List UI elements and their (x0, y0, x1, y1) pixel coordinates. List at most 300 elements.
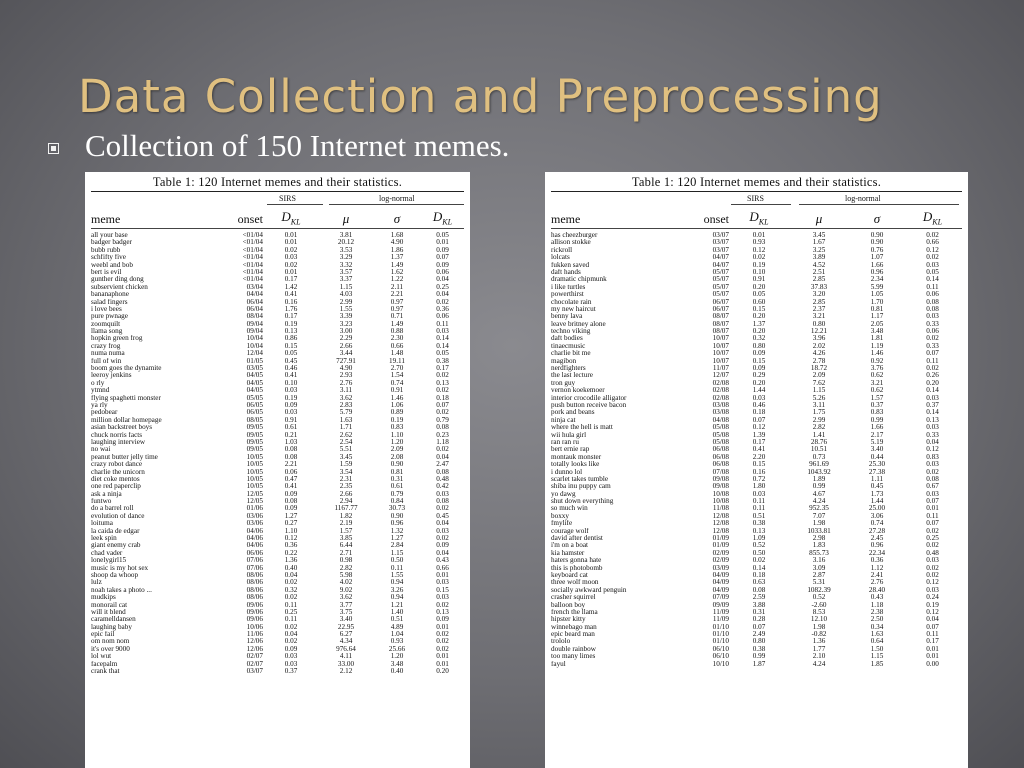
table-row (551, 483, 962, 490)
cell-onset: 04/06 (246, 542, 263, 550)
cell-mu: 1.15 (812, 387, 826, 395)
cell-dkl-lognormal: 0.33 (926, 320, 939, 328)
cell-meme: keyboard cat (551, 571, 588, 579)
cell-meme: tron guy (551, 379, 576, 387)
cell-meme: ran ran ru (551, 438, 579, 446)
cell-sigma: 0.89 (390, 409, 404, 417)
cell-dkl-lognormal: 0.25 (436, 283, 449, 291)
cell-sigma: 0.97 (390, 298, 404, 306)
cell-dkl-sirs: 0.46 (284, 365, 298, 373)
cell-sigma: 2.34 (870, 276, 884, 284)
cell-sigma: 0.71 (390, 313, 404, 321)
cell-mu: 6.44 (339, 542, 353, 550)
cell-sigma: 22.34 (868, 549, 886, 557)
col-header-meme: meme (91, 212, 121, 226)
cell-mu: 1082.39 (807, 586, 831, 594)
cell-dkl-lognormal: 0.03 (436, 594, 449, 602)
cell-sigma: 1.04 (390, 631, 404, 639)
table-row (91, 609, 464, 616)
cell-meme: ya rly (91, 401, 108, 409)
cell-dkl-sirs: 1.09 (752, 535, 766, 543)
cell-dkl-lognormal: 0.02 (436, 446, 449, 454)
cell-onset: 07/06 (246, 557, 263, 565)
cell-dkl-lognormal: 0.18 (436, 394, 449, 402)
cell-meme: boxxy (551, 512, 569, 520)
cell-dkl-sirs: 0.06 (284, 468, 298, 476)
cell-sigma: 1.27 (390, 535, 404, 543)
cell-mu: -2.60 (811, 601, 827, 609)
cell-onset: 08/06 (246, 586, 263, 594)
cell-meme: david after dentist (551, 535, 603, 543)
cell-onset: 09/05 (246, 446, 263, 454)
cell-dkl-sirs: 1.76 (284, 305, 298, 313)
table-row (551, 535, 962, 542)
cell-dkl-lognormal: 0.12 (926, 446, 939, 454)
cell-meme: charlie bit me (551, 350, 591, 358)
cell-sigma: 2.41 (870, 571, 884, 579)
cell-dkl-lognormal: 0.08 (436, 498, 449, 506)
cell-sigma: 1.17 (870, 313, 884, 321)
cell-dkl-sirs: 0.36 (284, 542, 298, 550)
column-header-row (91, 205, 464, 227)
cell-dkl-lognormal: 0.04 (436, 276, 449, 284)
cell-dkl-sirs: 0.08 (752, 586, 766, 594)
cell-dkl-sirs: 0.20 (752, 313, 766, 321)
cell-dkl-sirs: 0.31 (752, 608, 766, 616)
cell-mu: 855.73 (809, 549, 829, 557)
cell-meme: chocolate rain (551, 298, 592, 306)
cell-dkl-sirs: 0.17 (284, 313, 298, 321)
cell-dkl-sirs: 0.08 (284, 498, 298, 506)
table-row (91, 624, 464, 631)
cell-dkl-lognormal: 0.15 (436, 586, 449, 594)
cell-mu: 976.64 (336, 645, 356, 653)
cell-onset: 03/06 (246, 512, 263, 520)
cell-dkl-sirs: 1.42 (284, 283, 298, 291)
cell-dkl-sirs: 0.19 (284, 320, 298, 328)
cell-meme: laughing baby (91, 623, 132, 631)
cell-sigma: 0.43 (870, 594, 884, 602)
cell-mu: 0.73 (812, 453, 826, 461)
cell-dkl-lognormal: 0.04 (436, 549, 449, 557)
cell-mu: 2.76 (339, 379, 353, 387)
cell-meme: funtwo (91, 498, 112, 506)
cell-sigma: 0.92 (870, 357, 884, 365)
cell-dkl-sirs: 1.36 (284, 557, 298, 565)
cell-onset: 03/07 (246, 668, 263, 676)
cell-onset: 06/10 (712, 645, 729, 653)
table-row (551, 395, 962, 402)
cell-dkl-sirs: 0.01 (284, 232, 298, 239)
cell-onset: <01/04 (242, 232, 263, 239)
cell-dkl-sirs: 0.05 (284, 350, 298, 358)
cell-dkl-lognormal: 0.03 (926, 424, 939, 432)
cell-mu: 2.87 (812, 571, 826, 579)
cell-dkl-sirs: 0.72 (752, 475, 766, 483)
table-row (91, 616, 464, 623)
cell-meme: yo dawg (551, 490, 576, 498)
table-row (551, 284, 962, 291)
cell-sigma: 0.62 (870, 387, 884, 395)
cell-mu: 3.29 (339, 254, 353, 262)
cell-meme: i love bees (91, 305, 122, 313)
cell-mu: 952.35 (809, 505, 829, 513)
cell-dkl-lognormal: 0.02 (436, 298, 449, 306)
cell-mu: 1167.77 (334, 505, 358, 513)
table-row (91, 291, 464, 298)
cell-onset: 09/06 (246, 616, 263, 624)
cell-mu: 1.36 (812, 638, 826, 646)
cell-onset: <01/04 (242, 261, 263, 269)
table-row (551, 476, 962, 483)
cell-meme: badger badger (91, 239, 132, 247)
cell-dkl-lognormal: 0.01 (436, 660, 449, 668)
cell-dkl-sirs: 0.20 (752, 379, 766, 387)
table-row (91, 335, 464, 342)
table-row (91, 239, 464, 246)
cell-dkl-lognormal: 0.02 (436, 601, 449, 609)
cell-dkl-lognormal: 0.04 (436, 291, 449, 299)
cell-dkl-lognormal: 0.14 (436, 335, 449, 343)
cell-dkl-sirs: 1.80 (752, 483, 766, 491)
table-row (551, 439, 962, 446)
cell-sigma: 1.37 (390, 254, 404, 262)
cell-sigma: 1.54 (390, 372, 404, 380)
cell-dkl-sirs: 0.09 (752, 365, 766, 373)
cell-dkl-lognormal: 0.48 (436, 475, 449, 483)
cell-dkl-sirs: 0.45 (284, 357, 298, 365)
cell-dkl-sirs: 0.91 (752, 276, 766, 284)
cell-dkl-sirs: 3.88 (752, 601, 766, 609)
cell-dkl-lognormal: 0.04 (436, 520, 449, 528)
cell-sigma: 1.46 (870, 350, 884, 358)
cell-mu: 0.98 (339, 557, 353, 565)
cell-meme: trololo (551, 638, 571, 646)
cell-dkl-sirs: 0.21 (284, 431, 298, 439)
cell-dkl-lognormal: 1.18 (436, 438, 449, 446)
table-row (551, 469, 962, 476)
cell-onset: 10/07 (712, 335, 729, 343)
table-row (551, 572, 962, 579)
cell-dkl-lognormal: 0.13 (926, 416, 939, 424)
cell-dkl-sirs: 0.15 (284, 342, 298, 350)
cell-dkl-lognormal: 0.09 (436, 261, 449, 269)
cell-onset: 10/06 (246, 623, 263, 631)
cell-mu: 1043.92 (807, 468, 831, 476)
cell-dkl-sirs: 0.01 (284, 268, 298, 276)
cell-meme: subservient chicken (91, 283, 148, 291)
table-row (551, 313, 962, 320)
cell-dkl-lognormal: 0.66 (436, 564, 449, 572)
table-row (91, 638, 464, 645)
cell-dkl-lognormal: 0.02 (436, 645, 449, 653)
col-header-dkl-sirs: $D_{KL}$ (749, 209, 769, 227)
cell-dkl-lognormal: 0.02 (436, 631, 449, 639)
cell-dkl-lognormal: 0.12 (926, 608, 939, 616)
cell-dkl-lognormal: 0.01 (926, 653, 939, 661)
cell-onset: 12/08 (712, 512, 729, 520)
table-row (551, 609, 962, 616)
cell-sigma: 1.46 (390, 394, 404, 402)
cell-meme: has cheezburger (551, 232, 598, 239)
cell-mu: 2.85 (812, 276, 826, 284)
cell-dkl-sirs: 0.20 (752, 328, 766, 336)
cell-onset: 10/04 (246, 342, 263, 350)
cell-dkl-sirs: 0.27 (284, 520, 298, 528)
cell-mu: 22.95 (337, 623, 355, 631)
table-row (551, 638, 962, 645)
cell-onset: 01/10 (712, 623, 729, 631)
cell-dkl-sirs: 0.03 (284, 660, 298, 668)
cell-dkl-sirs: 0.15 (752, 461, 766, 469)
cell-meme: leeroy jenkins (91, 372, 132, 380)
cell-dkl-sirs: 0.07 (752, 623, 766, 631)
cell-sigma: 27.38 (868, 468, 886, 476)
cell-dkl-lognormal: 0.06 (926, 291, 939, 299)
cell-meme: courage wolf (551, 527, 589, 535)
cell-onset: 05/08 (712, 424, 729, 432)
cell-dkl-sirs: 0.40 (284, 564, 298, 572)
cell-meme: daft bodies (551, 335, 583, 343)
cell-meme: asian backstreet boys (91, 424, 153, 432)
table-row (91, 661, 464, 668)
cell-dkl-lognormal: 0.06 (436, 268, 449, 276)
cell-dkl-lognormal: 0.66 (926, 239, 939, 247)
cell-onset: 03/06 (246, 520, 263, 528)
cell-onset: 09/05 (246, 424, 263, 432)
cell-dkl-sirs: 2.21 (284, 461, 298, 469)
cell-sigma: 0.90 (870, 232, 884, 239)
cell-meme: monorail cat (91, 601, 128, 609)
cell-dkl-lognormal: 0.24 (926, 594, 939, 602)
table-row (91, 395, 464, 402)
cell-sigma: 0.50 (390, 557, 404, 565)
cell-mu: 4.03 (339, 291, 353, 299)
cell-meme: laughing interview (91, 438, 146, 446)
cell-onset: 05/07 (712, 291, 729, 299)
cell-mu: 18.72 (810, 365, 828, 373)
bullet-text: Collection of 150 Internet memes. (85, 128, 510, 163)
table-row (551, 594, 962, 601)
cell-sigma: 1.05 (870, 291, 884, 299)
cell-meme: salad fingers (91, 298, 128, 306)
cell-meme: crazy robot dance (91, 461, 143, 469)
table-row (91, 372, 464, 379)
cell-onset: 10/10 (712, 660, 729, 668)
cell-sigma: 2.21 (390, 291, 404, 299)
table-row (551, 565, 962, 572)
cell-meme: weebl and bob (91, 261, 133, 269)
cell-dkl-lognormal: 0.07 (436, 401, 449, 409)
cell-mu: 3.45 (812, 232, 826, 239)
cell-meme: pedobear (91, 409, 118, 417)
cell-dkl-sirs: 0.01 (752, 232, 766, 239)
cell-sigma: 2.76 (870, 579, 884, 587)
cell-dkl-sirs: 0.11 (284, 616, 298, 624)
cell-meme: hopkin green frog (91, 335, 143, 343)
cell-sigma: 30.73 (388, 505, 406, 513)
cell-dkl-sirs: 0.03 (284, 653, 298, 661)
cell-onset: 04/05 (246, 387, 263, 395)
cell-mu: 961.69 (809, 461, 829, 469)
cell-onset: 05/05 (246, 394, 263, 402)
table-row (91, 454, 464, 461)
cell-meme: montauk monster (551, 453, 602, 461)
cell-sigma: 0.90 (390, 461, 404, 469)
cell-mu: 3.32 (339, 261, 353, 269)
cell-dkl-lognormal: 0.02 (926, 564, 939, 572)
cell-mu: 2.83 (339, 401, 353, 409)
table-row (91, 535, 464, 542)
cell-dkl-lognormal: 0.14 (926, 387, 939, 395)
cell-dkl-lognormal: 0.01 (926, 645, 939, 653)
cell-dkl-sirs: 0.61 (284, 424, 298, 432)
table-row (551, 299, 962, 306)
cell-sigma: 25.00 (868, 505, 886, 513)
cell-mu: 10.51 (810, 446, 828, 454)
cell-sigma: 1.48 (390, 350, 404, 358)
cell-dkl-lognormal: 0.07 (926, 350, 939, 358)
cell-dkl-sirs: 0.04 (284, 631, 298, 639)
table-row (91, 653, 464, 660)
cell-onset: 03/08 (712, 401, 729, 409)
cell-dkl-lognormal: 0.02 (926, 571, 939, 579)
cell-meme: no wai (91, 446, 111, 454)
cell-dkl-sirs: 0.41 (284, 483, 298, 491)
cell-mu: 3.77 (339, 601, 353, 609)
cell-sigma: 3.48 (870, 328, 884, 336)
table-row (91, 469, 464, 476)
table-row (551, 602, 962, 609)
cell-dkl-lognormal: 0.02 (926, 232, 939, 239)
cell-dkl-lognormal: 0.01 (436, 239, 449, 247)
cell-dkl-lognormal: 0.33 (926, 342, 939, 350)
cell-onset: 10/05 (246, 483, 263, 491)
cell-mu: 2.85 (812, 298, 826, 306)
table-row (91, 646, 464, 653)
cell-mu: 1.98 (812, 520, 826, 528)
cell-mu: 1.57 (339, 527, 353, 535)
cell-sigma: 4.90 (390, 239, 404, 247)
cell-dkl-lognormal: 0.79 (436, 416, 449, 424)
cell-onset: 07/08 (712, 468, 729, 476)
cell-mu: 2.82 (812, 424, 826, 432)
cell-dkl-sirs: 0.38 (752, 520, 766, 528)
cell-onset: 10/05 (246, 468, 263, 476)
cell-mu: 5.26 (812, 394, 826, 402)
cell-dkl-lognormal: 0.09 (436, 616, 449, 624)
cell-dkl-sirs: 0.02 (752, 557, 766, 565)
cell-dkl-sirs: 0.12 (752, 424, 766, 432)
cell-dkl-lognormal: 0.36 (436, 305, 449, 313)
cell-mu: 2.54 (339, 438, 353, 446)
cell-onset: 10/07 (712, 342, 729, 350)
cell-meme: kia hamster (551, 549, 585, 557)
cell-dkl-sirs: 0.11 (752, 505, 766, 513)
cell-onset: 03/09 (712, 564, 729, 572)
cell-dkl-lognormal: 0.42 (436, 483, 449, 491)
cell-onset: 08/07 (712, 313, 729, 321)
cell-dkl-lognormal: 0.33 (926, 431, 939, 439)
cell-dkl-sirs: 0.41 (752, 446, 766, 454)
cell-dkl-lognormal: 0.02 (436, 505, 449, 513)
cell-sigma: 1.10 (390, 431, 404, 439)
table-caption: Table 1: 120 Internet memes and their statistics. (152, 175, 403, 189)
cell-dkl-lognormal: 0.11 (926, 631, 939, 639)
table-row (91, 254, 464, 261)
cell-onset: 04/09 (712, 571, 729, 579)
cell-onset: 10/07 (712, 350, 729, 358)
cell-meme: ytmnd (91, 387, 110, 395)
cell-dkl-sirs: 0.86 (284, 335, 298, 343)
cell-sigma: 27.28 (868, 527, 886, 535)
cell-dkl-lognormal: 0.07 (436, 254, 449, 262)
table-row (551, 269, 962, 276)
cell-onset: 06/08 (712, 446, 729, 454)
cell-onset: 04/08 (712, 416, 729, 424)
table-row (551, 432, 962, 439)
cell-onset: 08/06 (246, 579, 263, 587)
cell-onset: 09/08 (712, 483, 729, 491)
cell-dkl-sirs: 0.46 (752, 401, 766, 409)
cell-mu: 3.75 (339, 608, 353, 616)
cell-dkl-lognormal: 0.11 (926, 283, 939, 291)
cell-dkl-sirs: 0.41 (284, 372, 298, 380)
cell-onset: 08/07 (712, 320, 729, 328)
cell-dkl-lognormal: 0.01 (926, 505, 939, 513)
cell-onset: 08/04 (246, 313, 263, 321)
cell-onset: 03/05 (246, 365, 263, 373)
table-row (551, 350, 962, 357)
cell-onset: 01/10 (712, 631, 729, 639)
cell-onset: 06/04 (246, 298, 263, 306)
cell-mu: 2.66 (339, 490, 353, 498)
cell-dkl-sirs: 0.09 (752, 350, 766, 358)
table-row (91, 550, 464, 557)
cell-onset: 08/06 (246, 594, 263, 602)
memes-table-right (545, 172, 968, 768)
cell-onset: 11/08 (712, 505, 729, 513)
cell-sigma: 0.36 (870, 557, 884, 565)
cell-meme: shut down everything (551, 498, 614, 506)
cell-mu: 0.99 (812, 483, 826, 491)
cell-onset: 09/04 (246, 328, 263, 336)
cell-dkl-lognormal: 2.47 (436, 461, 449, 469)
cell-dkl-sirs: 2.59 (752, 594, 766, 602)
cell-mu: 2.94 (339, 498, 353, 506)
cell-meme: three wolf moon (551, 579, 599, 587)
cell-dkl-lognormal: 0.01 (436, 653, 449, 661)
cell-mu: 3.11 (812, 401, 826, 409)
cell-sigma: 0.83 (870, 409, 884, 417)
cell-sigma: 5.99 (870, 283, 884, 291)
cell-meme: leek spin (91, 535, 117, 543)
cell-dkl-sirs: 0.41 (284, 291, 298, 299)
cell-sigma: 1.81 (870, 335, 884, 343)
cell-dkl-sirs: 0.07 (752, 416, 766, 424)
cell-dkl-sirs: 0.03 (284, 254, 298, 262)
table-row (91, 565, 464, 572)
cell-onset: 04/05 (246, 379, 263, 387)
cell-mu: 1.55 (339, 305, 353, 313)
cell-mu: 2.31 (339, 475, 353, 483)
cell-mu: 2.51 (812, 268, 826, 276)
table-row (91, 631, 464, 638)
table-row (551, 653, 962, 660)
cell-dkl-lognormal: 0.08 (436, 468, 449, 476)
cell-sigma: 1.49 (390, 320, 404, 328)
cell-sigma: 1.49 (390, 261, 404, 269)
